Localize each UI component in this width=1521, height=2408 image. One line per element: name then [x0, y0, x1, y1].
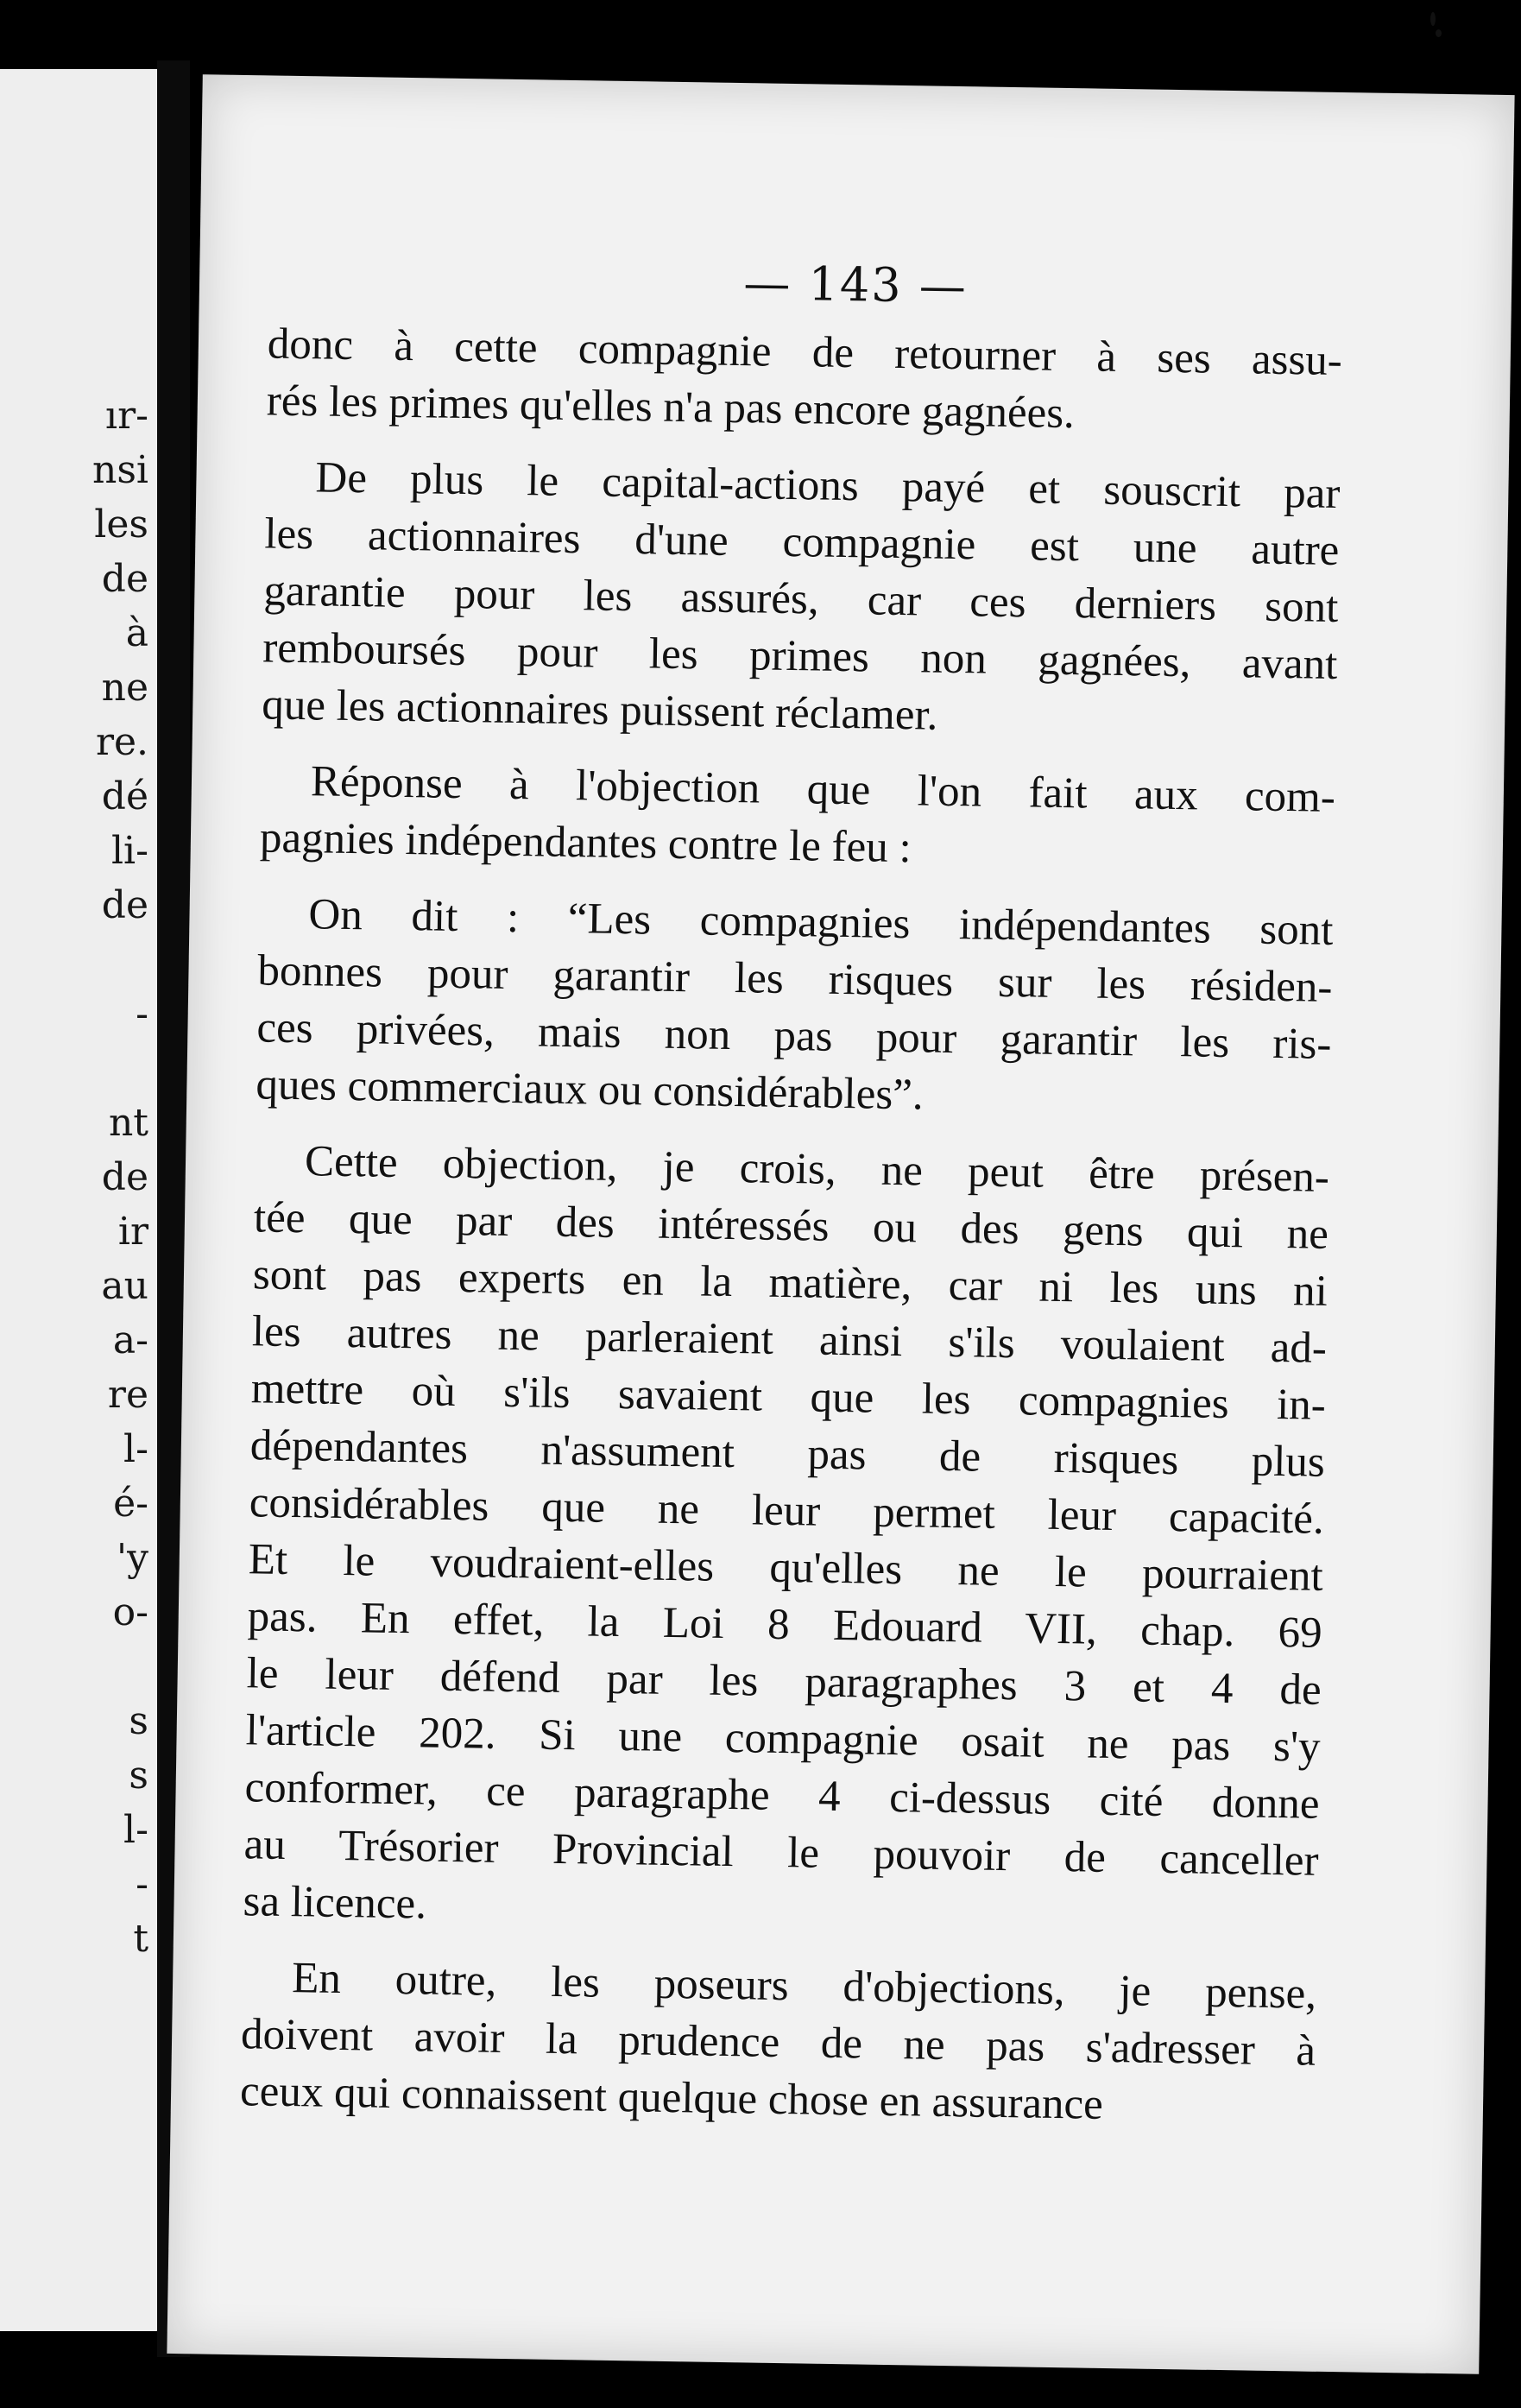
left-page-edge: [0, 69, 157, 2331]
text-line: tée que par des intéressés ou des gens qui ne: [253, 1193, 1329, 1259]
paragraph: [243, 1132, 1329, 1946]
text-line: ceux qui connaissent quelque chose en assurance: [239, 2067, 1104, 2129]
left-fragment: é-: [113, 1482, 148, 1526]
left-fragment: l-: [123, 1808, 148, 1852]
left-fragment: ne: [101, 666, 148, 710]
text-line: pas. En effet, la Loi 8 Edouard VII, chap. 69: [247, 1592, 1323, 1658]
text-line: considérables que ne leur permet leur capacité.: [249, 1478, 1325, 1544]
left-fragment: de: [101, 557, 148, 601]
text-line: mettre où s'ils savaient que les compagnies in-: [250, 1364, 1327, 1430]
left-fragment: re: [107, 1373, 148, 1417]
left-fragment: nt: [108, 1101, 148, 1145]
left-fragment: s: [129, 1699, 148, 1743]
text-line: En outre, les poseurs d'objections, je pense,: [291, 1954, 1317, 2019]
text-line: l'article 202. Si une compagnie osait ne pas s'y: [245, 1706, 1321, 1772]
scan-speck: [1436, 29, 1442, 37]
left-fragment: [92, 932, 148, 987]
text-line: le leur défend par les paragraphes 3 et 4 de: [246, 1649, 1322, 1715]
text-line: On dit : “Les compagnies indépendantes sont: [308, 890, 1334, 955]
left-fragment: re.: [95, 720, 148, 764]
text-line: pagnies indépendantes contre le feu :: [259, 813, 912, 873]
text-line: Cette objection, je crois, ne peut être présen-: [304, 1137, 1330, 1202]
text-line: sont pas experts en la matière, car ni les uns ni: [252, 1250, 1329, 1316]
left-fragment: o-: [112, 1590, 148, 1634]
left-fragment: nsi: [92, 448, 148, 492]
text-line: au Trésorier Provincial le pouvoir de canceller: [243, 1820, 1319, 1886]
left-fragment: s: [129, 1754, 148, 1798]
left-fragment: de: [101, 1155, 148, 1199]
body-text: [239, 315, 1342, 2155]
left-fragment: [92, 1041, 148, 1096]
text-line: que les actionnaires puissent réclamer.: [261, 680, 938, 740]
text-line: sa licence.: [243, 1877, 427, 1929]
paragraph: [240, 1949, 1317, 2137]
left-fragment: dé: [101, 774, 148, 818]
text-line: donc à cette compagnie de retourner à ses assu-: [267, 319, 1343, 385]
text-line: rés les primes qu'elles n'a pas encore gagnées.: [266, 376, 1076, 439]
page-number: — 143 —: [742, 256, 969, 314]
left-fragment: de: [101, 883, 148, 927]
paragraph: [256, 885, 1334, 1130]
left-fragment: à: [125, 611, 148, 655]
right-page: [167, 74, 1514, 2374]
text-line: les actionnaires d'une compagnie est une autre: [264, 509, 1340, 575]
left-fragment: a-: [112, 1318, 148, 1362]
left-fragment: les: [94, 502, 148, 547]
left-page-text-fragments: [92, 389, 148, 1966]
text-line: doivent avoir la prudence de ne pas s'adresser à: [240, 2010, 1316, 2076]
text-line: De plus le capital-actions payé et souscrit par: [315, 453, 1341, 518]
text-line: ques commerciaux ou considérables”.: [256, 1060, 925, 1120]
left-fragment: 'y: [117, 1536, 148, 1580]
text-line: garantie pour les assurés, car ces derniers sont: [263, 566, 1339, 632]
text-line: ces privées, mais non pas pour garantir les ris-: [256, 1003, 1332, 1069]
left-fragment: l-: [123, 1427, 148, 1471]
left-fragment: -: [136, 1862, 148, 1906]
scan-speck: [1430, 12, 1436, 26]
left-fragment: [92, 1640, 148, 1694]
text-line: Et le voudraient-elles qu'elles ne le pourraient: [248, 1535, 1324, 1601]
left-fragment: ir: [117, 1210, 148, 1254]
left-fragment: ır-: [105, 394, 148, 438]
text-line: conformer, ce paragraphe 4 ci-dessus cité donne: [244, 1763, 1320, 1829]
paragraph: [266, 315, 1342, 446]
paragraph: [262, 448, 1341, 750]
left-fragment: au: [101, 1264, 148, 1308]
text-line: dépendantes n'assument pas de risques plus: [249, 1421, 1326, 1487]
text-line: Réponse à l'objection que l'on fait aux com-: [310, 757, 1336, 822]
left-fragment: t: [133, 1917, 148, 1961]
text-line: remboursés pour les primes non gagnées, avant: [262, 623, 1338, 689]
paragraph: [259, 752, 1335, 883]
left-fragment: -: [136, 992, 148, 1036]
left-fragment: li-: [110, 829, 148, 873]
text-line: bonnes pour garantir les risques sur les résiden-: [257, 946, 1333, 1012]
text-line: les autres ne parleraient ainsi s'ils voulaient ad-: [251, 1307, 1328, 1373]
